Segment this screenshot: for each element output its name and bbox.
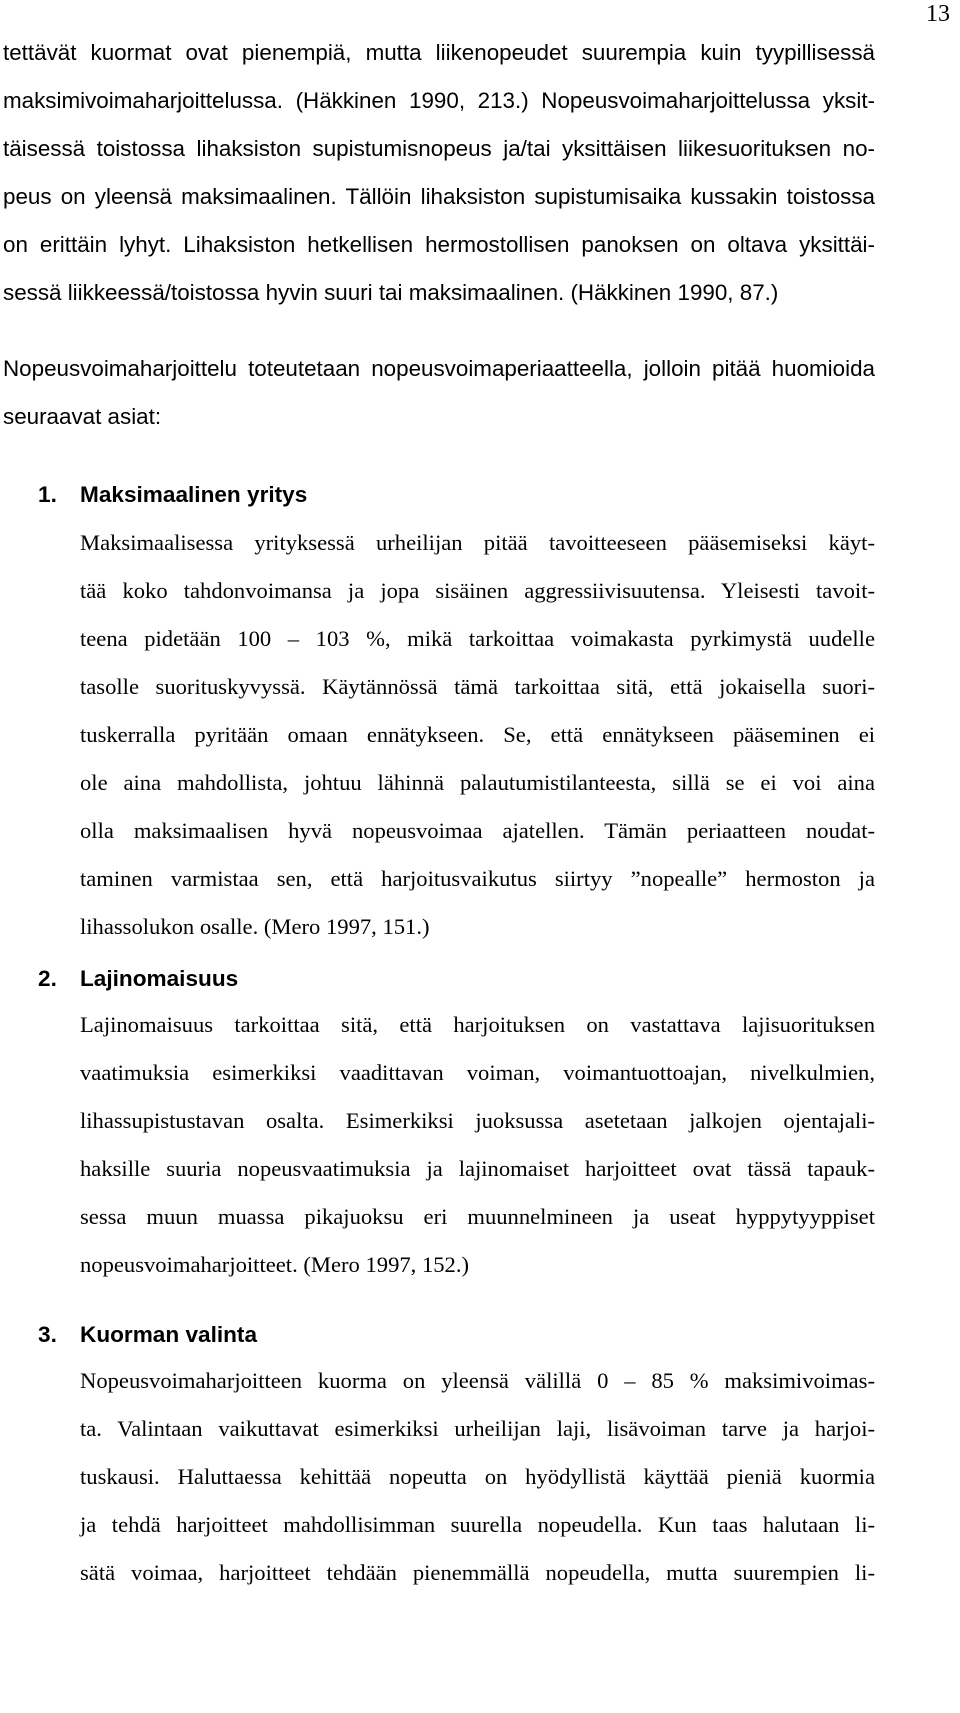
- text-line: Lajinomaisuus tarkoittaa sitä, että harjoituksen on vastattava lajisuorituksen: [80, 1012, 875, 1037]
- text-line: Nopeusvoimaharjoittelu toteutetaan nopeusvoimaperiaatteella, jolloin pitää huomioida: [3, 356, 875, 381]
- text-line: tää koko tahdonvoimansa ja jopa sisäinen aggressiivisuutensa. Yleisesti tavoit-: [80, 578, 875, 603]
- text-line: lihassupistustavan osalta. Esimerkiksi juoksussa asetetaan jalkojen ojentajali-: [80, 1108, 875, 1133]
- section-heading: [38, 1322, 438, 1352]
- text-line: tettävät kuormat ovat pienempiä, mutta liikenopeudet suurempia kuin tyypillisessä: [3, 40, 875, 65]
- text-line: nopeusvoimaharjoitteet. (Mero 1997, 152.): [80, 1252, 470, 1277]
- text-line: olla maksimaalisen hyvä nopeusvoimaa ajatellen. Tämän periaatteen noudat-: [80, 818, 875, 843]
- text-line: haksille suuria nopeusvaatimuksia ja lajinomaiset harjoitteet ovat tässä tapauk-: [80, 1156, 875, 1181]
- section-number: 3.: [38, 1322, 57, 1347]
- text-line: on erittäin lyhyt. Lihaksiston hetkellisen hermostollisen panoksen on oltava yksittäi-: [3, 232, 875, 257]
- text-line: lihassolukon osalle. (Mero 1997, 151.): [80, 914, 430, 939]
- text-line: ta. Valintaan vaikuttavat esimerkiksi urheilijan laji, lisävoiman tarve ja harjoi-: [80, 1416, 875, 1441]
- section-heading: [38, 482, 438, 512]
- page-number: 13: [926, 1, 950, 27]
- text-line: peus on yleensä maksimaalinen. Tällöin lihaksiston supistumisaika kussakin toistossa: [3, 184, 875, 209]
- section-number: 1.: [38, 482, 57, 507]
- section-title: Kuorman valinta: [80, 1322, 258, 1347]
- text-line: Nopeusvoimaharjoitteen kuorma on yleensä välillä 0 – 85 % maksimivoimas-: [80, 1368, 875, 1393]
- text-line: tasolle suorituskyvyssä. Käytännössä tämä tarkoittaa sitä, että jokaisella suori-: [80, 674, 875, 699]
- text-line: täisessä toistossa lihaksiston supistumisnopeus ja/tai yksittäisen liikesuorituksen no-: [3, 136, 875, 161]
- text-line: vaatimuksia esimerkiksi vaadittavan voiman, voimantuottoajan, nivelkulmien,: [80, 1060, 875, 1085]
- section-title: Lajinomaisuus: [80, 966, 239, 991]
- text-line: sessa muun muassa pikajuoksu eri muunnelmineen ja useat hyppytyyppiset: [80, 1204, 875, 1229]
- text-line: maksimivoimaharjoittelussa. (Häkkinen 1990, 213.) Nopeusvoimaharjoittelussa yksit-: [3, 88, 875, 113]
- text-line: seuraavat asiat:: [3, 404, 162, 429]
- section-number: 2.: [38, 966, 57, 991]
- text-line: ja tehdä harjoitteet mahdollisimman suurella nopeudella. Kun taas halutaan li-: [80, 1512, 875, 1537]
- text-line: sätä voimaa, harjoitteet tehdään pienemmällä nopeudella, mutta suurempien li-: [80, 1560, 875, 1585]
- text-line: taminen varmistaa sen, että harjoitusvaikutus siirtyy ”nopealle” hermoston ja: [80, 866, 875, 891]
- text-line: tuskerralla pyritään omaan ennätykseen. Se, että ennätykseen pääseminen ei: [80, 722, 875, 747]
- section-heading: [38, 966, 438, 996]
- text-line: ole aina mahdollista, johtuu lähinnä palautumistilanteesta, sillä se ei voi aina: [80, 770, 875, 795]
- section-title: Maksimaalinen yritys: [80, 482, 308, 507]
- text-line: tuskausi. Haluttaessa kehittää nopeutta on hyödyllistä käyttää pieniä kuormia: [80, 1464, 875, 1489]
- text-line: teena pidetään 100 – 103 %, mikä tarkoittaa voimakasta pyrkimystä uudelle: [80, 626, 875, 651]
- text-line: sessä liikkeessä/toistossa hyvin suuri tai maksimaalinen. (Häkkinen 1990, 87.): [3, 280, 779, 305]
- text-line: Maksimaalisessa yrityksessä urheilijan pitää tavoitteeseen pääsemiseksi käyt-: [80, 530, 875, 555]
